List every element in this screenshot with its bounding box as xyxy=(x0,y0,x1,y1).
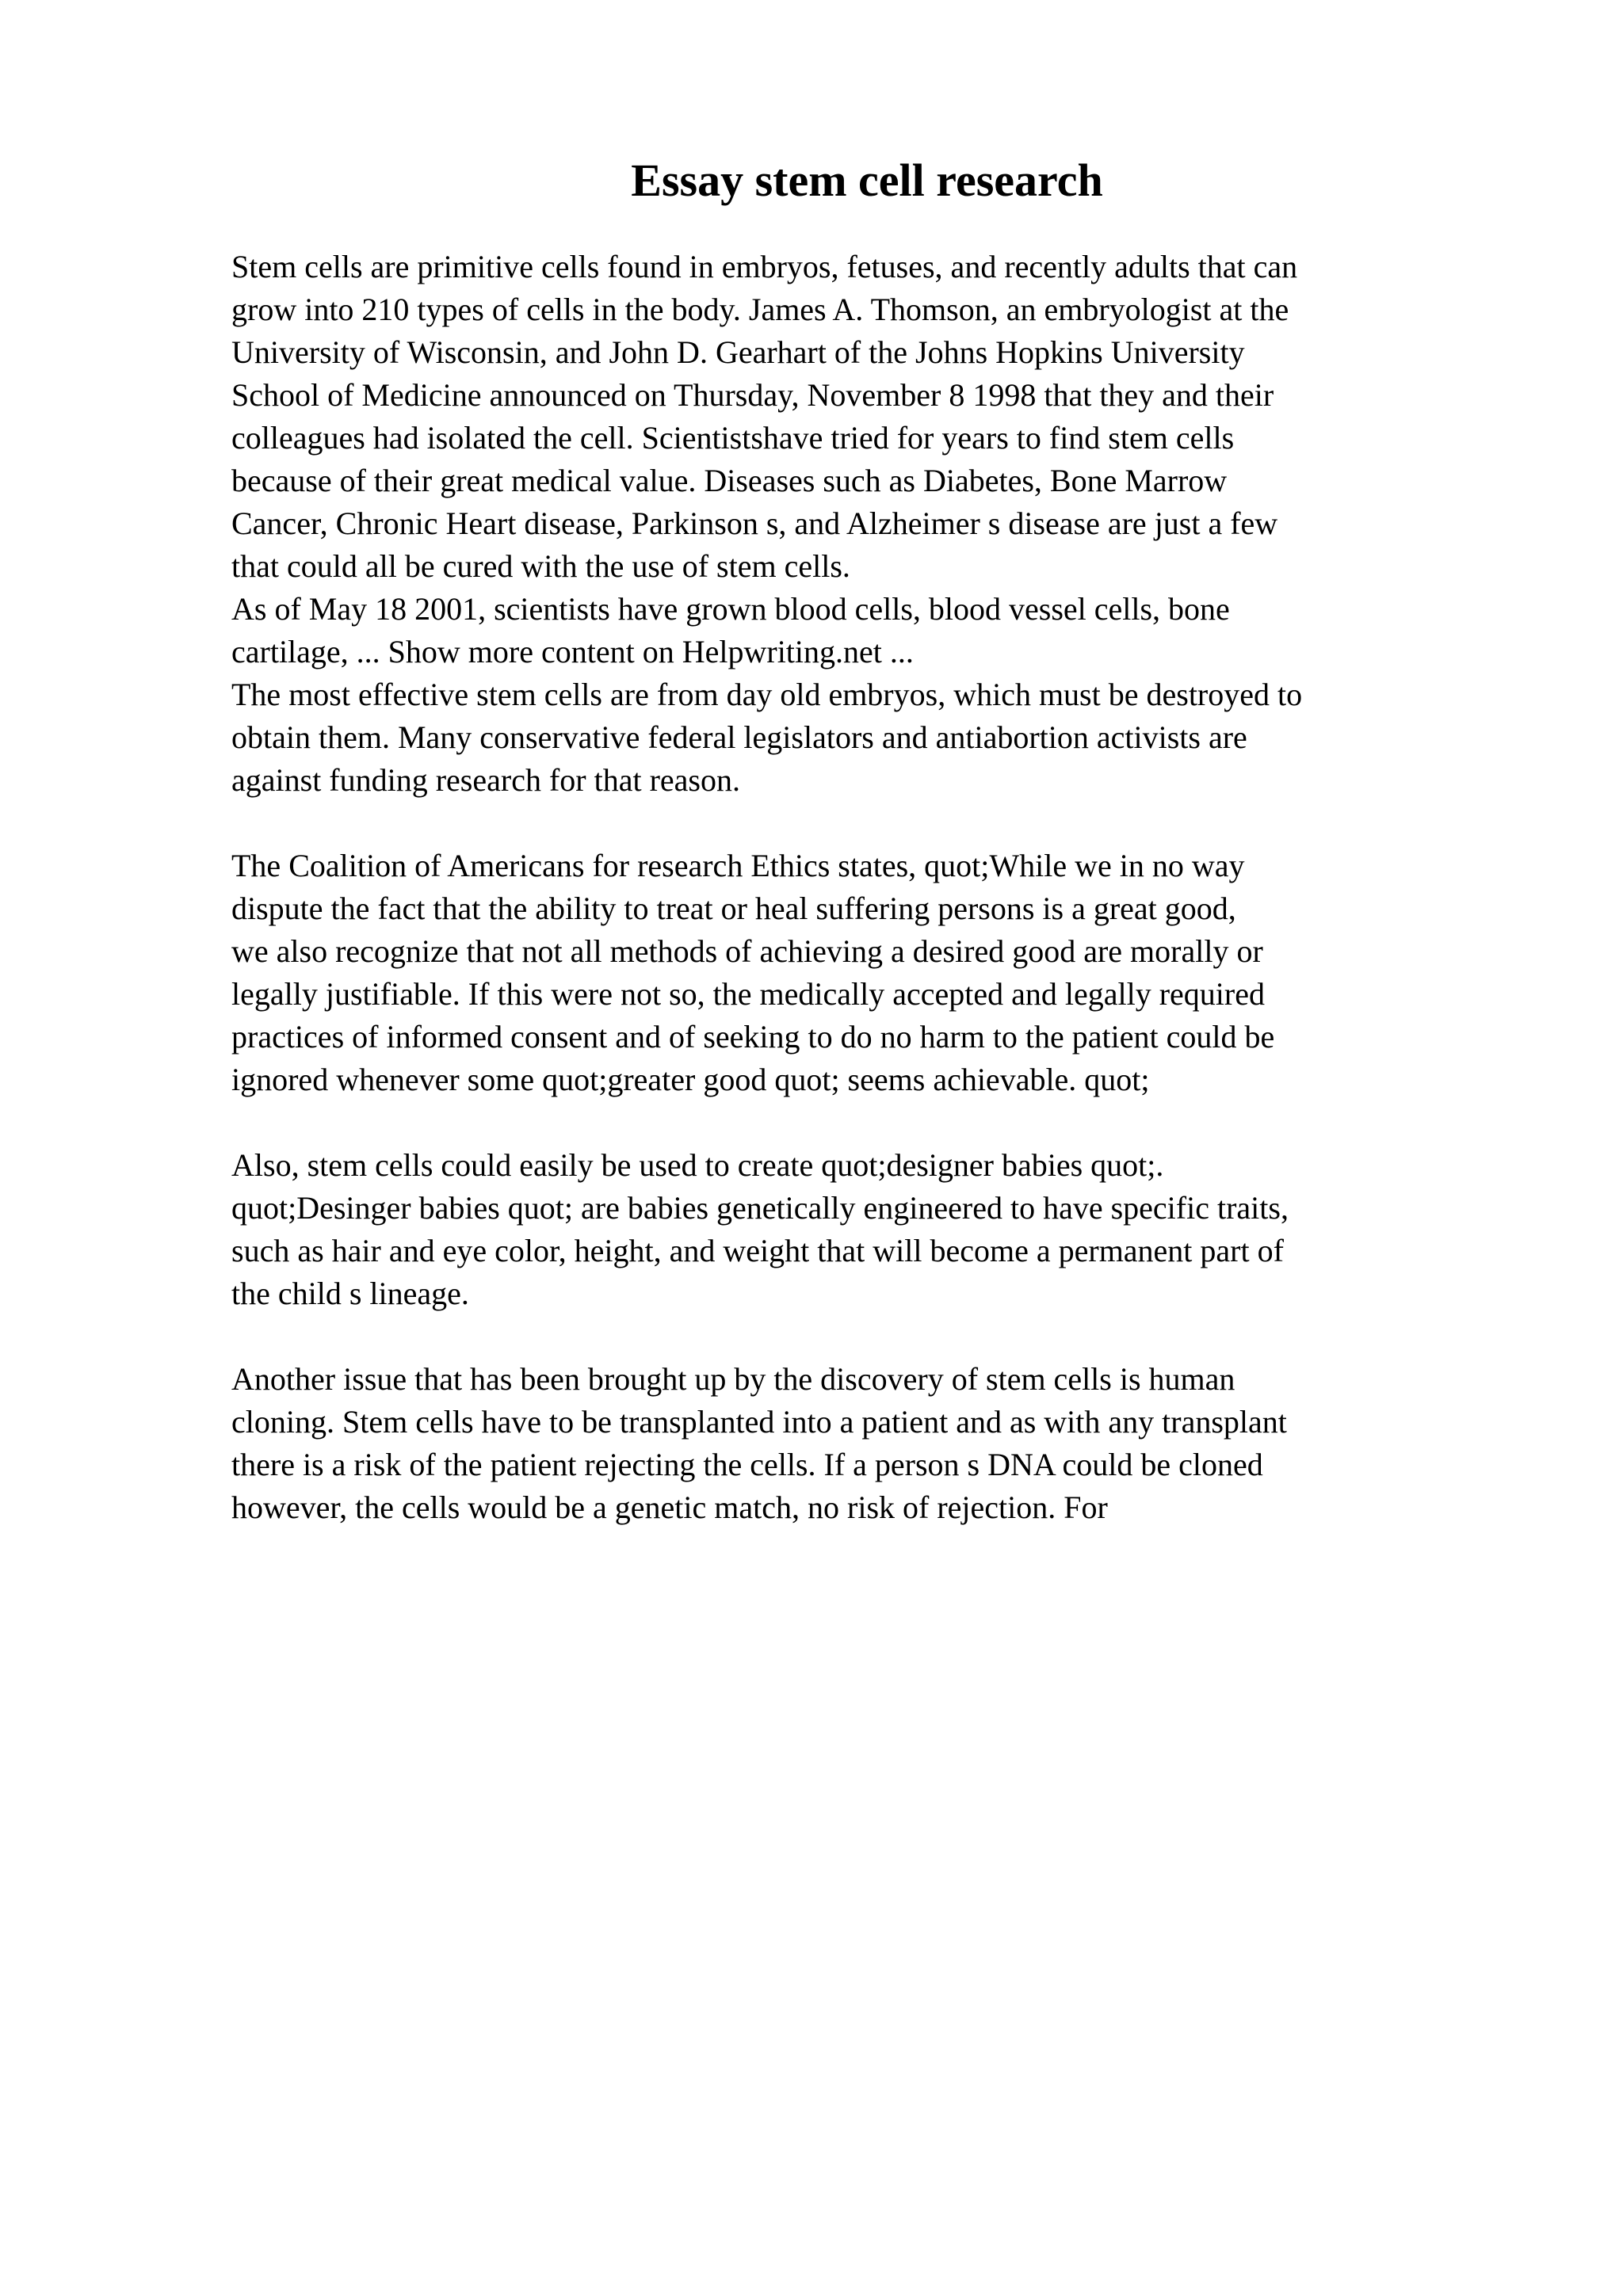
text-line: practices of informed consent and of seeking to do no harm to the patient could be xyxy=(231,1019,1275,1055)
text-line: dispute the fact that the ability to treat or heal suffering persons is a great good, xyxy=(231,891,1236,926)
paragraph-2 xyxy=(231,588,1515,673)
text-line: Another issue that has been brought up by the discovery of stem cells is human xyxy=(231,1361,1235,1397)
paragraph-4 xyxy=(231,845,1515,1101)
text-line: we also recognize that not all methods of achieving a desired good are morally or xyxy=(231,933,1263,969)
paragraph-gap xyxy=(231,802,1515,845)
text-line: the child s lineage. xyxy=(231,1276,469,1311)
text-line: there is a risk of the patient rejecting the cells. If a person s DNA could be cloned xyxy=(231,1447,1263,1482)
text-line: however, the cells would be a genetic match, no risk of rejection. For xyxy=(231,1489,1108,1525)
text-line: cloning. Stem cells have to be transplanted into a patient and as with any transplant xyxy=(231,1404,1287,1440)
text-line: The Coalition of Americans for research Ethics states, quot;While we in no way xyxy=(231,848,1245,883)
text-line: colleagues had isolated the cell. Scientistshave tried for years to find stem cells xyxy=(231,420,1235,456)
text-line: As of May 18 2001, scientists have grown blood cells, blood vessel cells, bone xyxy=(231,591,1230,627)
text-line: that could all be cured with the use of stem cells. xyxy=(231,548,850,584)
document-title: Essay stem cell research xyxy=(631,154,1103,206)
text-line: The most effective stem cells are from day old embryos, which must be destroyed to xyxy=(231,677,1303,712)
text-line: Also, stem cells could easily be used to create quot;designer babies quot;. xyxy=(231,1147,1164,1183)
paragraph-3 xyxy=(231,673,1515,802)
text-line: cartilage, ... Show more content on Helpwriting.net ... xyxy=(231,634,914,669)
text-line: against funding research for that reason. xyxy=(231,762,740,798)
paragraph-1 xyxy=(231,246,1515,588)
document-body xyxy=(231,246,1515,1529)
text-line: quot;Desinger babies quot; are babies genetically engineered to have specific traits, xyxy=(231,1190,1289,1226)
text-line: Stem cells are primitive cells found in embryos, fetuses, and recently adults that can xyxy=(231,249,1298,284)
text-line: ignored whenever some quot;greater good quot; seems achievable. quot; xyxy=(231,1062,1150,1097)
text-line: legally justifiable. If this were not so, the medically accepted and legally required xyxy=(231,976,1265,1012)
paragraph-gap xyxy=(231,1101,1515,1144)
text-line: Cancer, Chronic Heart disease, Parkinson s, and Alzheimer s disease are just a few xyxy=(231,505,1278,541)
text-line: School of Medicine announced on Thursday, November 8 1998 that they and their xyxy=(231,377,1274,413)
text-line: University of Wisconsin, and John D. Gearhart of the Johns Hopkins University xyxy=(231,334,1245,370)
text-line: such as hair and eye color, height, and weight that will become a permanent part of xyxy=(231,1233,1284,1268)
text-line: grow into 210 types of cells in the body. James A. Thomson, an embryologist at the xyxy=(231,292,1289,327)
text-line: obtain them. Many conservative federal legislators and antiabortion activists are xyxy=(231,719,1247,755)
text-line: because of their great medical value. Diseases such as Diabetes, Bone Marrow xyxy=(231,463,1228,498)
paragraph-5 xyxy=(231,1144,1515,1315)
paragraph-6 xyxy=(231,1358,1515,1529)
paragraph-gap xyxy=(231,1315,1515,1358)
